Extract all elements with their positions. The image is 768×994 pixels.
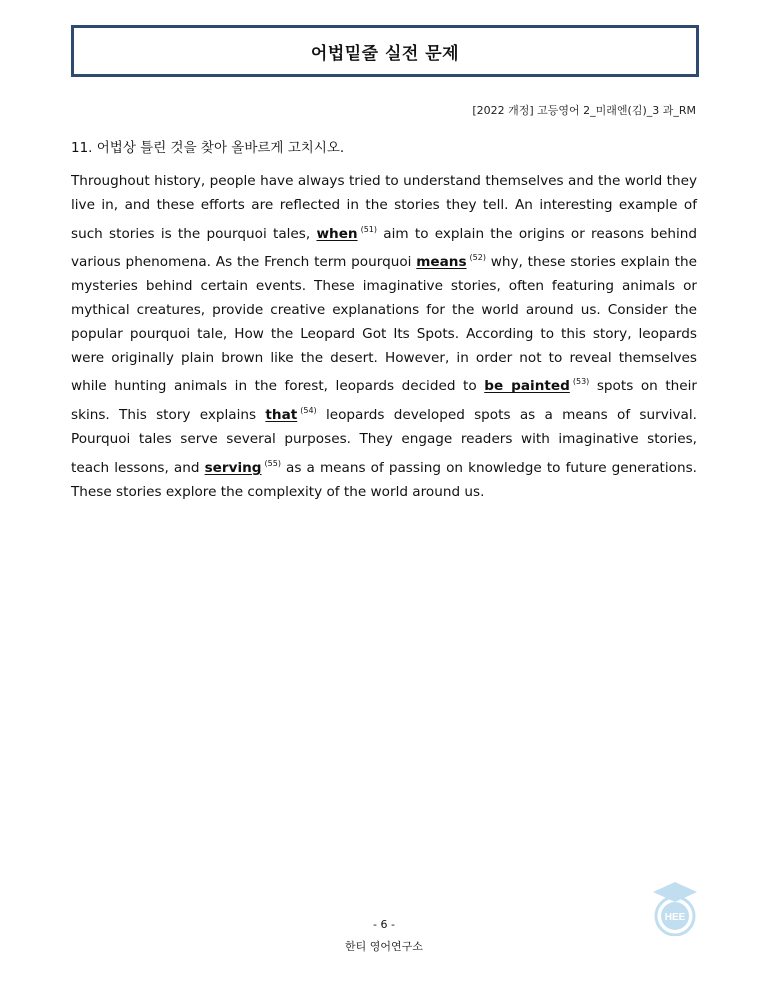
number-54: (54)	[300, 406, 317, 416]
source-label: [2022 개정] 고등영어 2_미래엔(김)_3 과_RM	[472, 104, 696, 117]
title-box	[71, 25, 699, 77]
passage-segment: aim to explain the origins or reasons behind various phenomena. As the French term pourquoi	[71, 225, 698, 271]
underline-54: that	[265, 407, 298, 424]
underline-51: when	[316, 225, 358, 242]
passage-segment: Throughout history, people have always tried to understand themselves and the world they live in, and these efforts are reflected in the stories they tell. An interesting example of such stories is the pourquoi tales,	[71, 173, 697, 242]
number-55: (55)	[264, 458, 281, 468]
passage-segment: as a means of passing on knowledge to future generations. These stories explore the complexity of the world around us.	[71, 459, 697, 500]
logo-text: HEE	[664, 912, 686, 923]
page-number: - 6 -	[373, 918, 395, 931]
passage-segment: why, these stories explain the mysteries behind certain events. These imaginative stories, often featuring animals or mythical creatures, provide creative explanations for the world around us. Consider the popular pourquoi tale, How the Leopard Got Its Spots. According to this story, leopards were originally plain brown like the desert. However, in order not to reveal themselves while hunting animals in the forest, leopards decided to	[71, 254, 697, 395]
number-53: (53)	[572, 377, 590, 387]
underline-55: serving	[204, 459, 262, 476]
passage-text	[71, 170, 697, 504]
passage-segment: spots on their skins. This story explains	[71, 378, 698, 424]
passage-segment: leopards developed spots as a means of survival. Pourquoi tales serve several purposes. They engage readers with imaginative stories, teach lessons, and	[71, 407, 697, 476]
number-51: (51)	[360, 224, 378, 234]
page-title: 어법밑줄 실전 문제	[310, 43, 460, 64]
question-prompt: 11. 어법상 틀린 것을 찾아 올바르게 고치시오.	[71, 140, 345, 156]
underline-53: be painted	[484, 378, 570, 395]
number-52: (52)	[469, 253, 486, 263]
underline-52: means	[416, 254, 467, 271]
footer-publisher: 한티 영어연구소	[345, 940, 423, 953]
